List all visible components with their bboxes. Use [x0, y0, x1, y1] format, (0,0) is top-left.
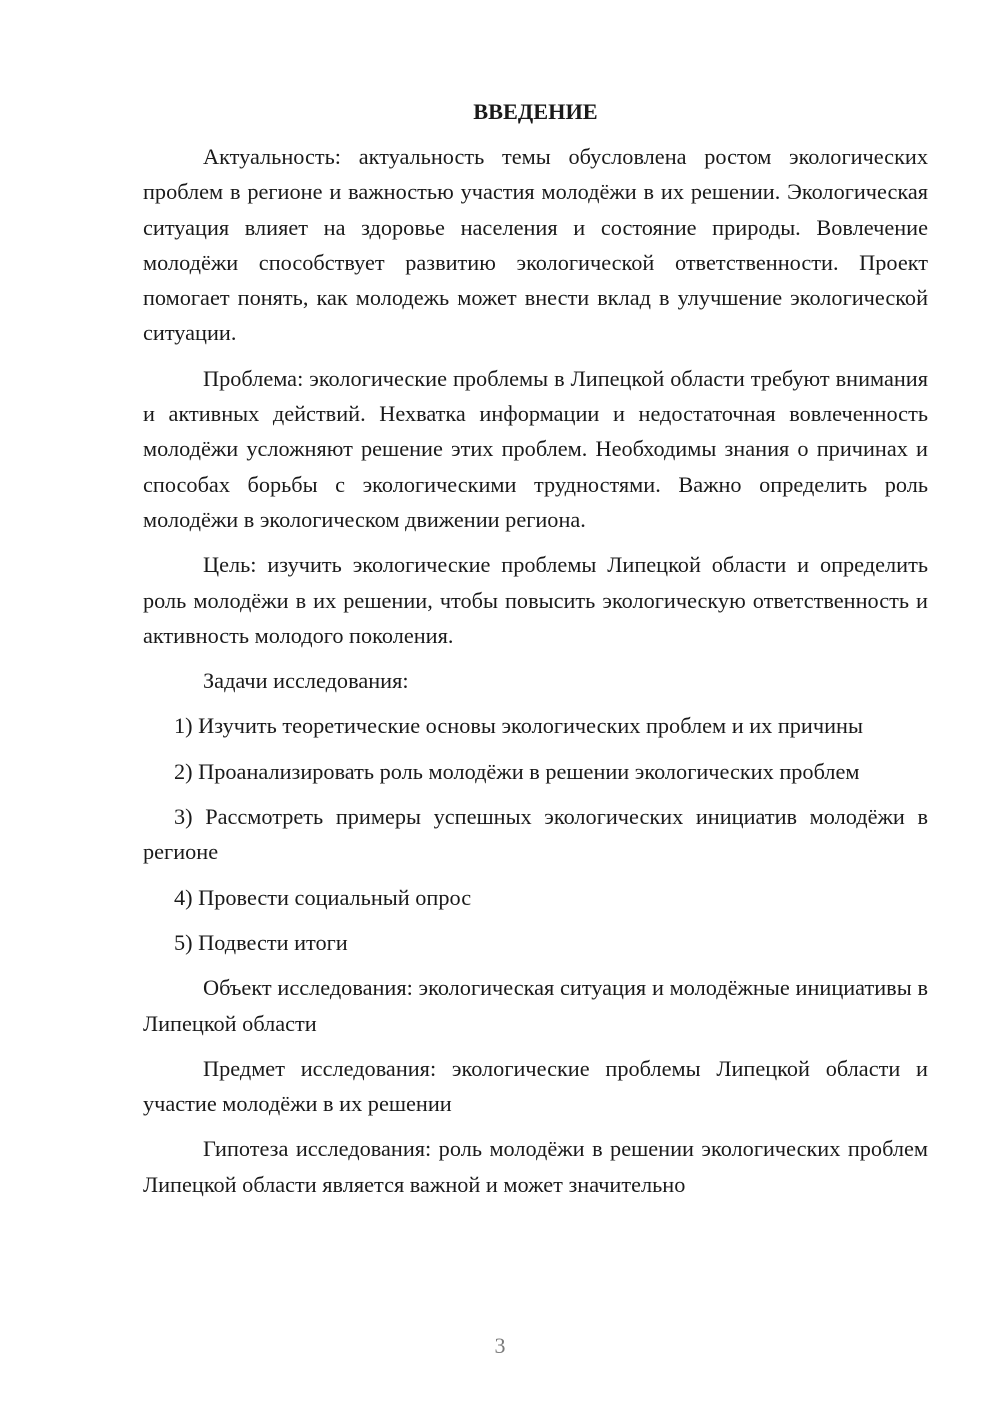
section-title: ВВЕДЕНИЕ	[473, 99, 598, 124]
paragraph-object: Объект исследования: экологическая ситуация и молодёжные инициативы в Липецкой области	[143, 975, 928, 1036]
paragraph-problem: Проблема: экологические проблемы в Липецкой области требуют внимания и активных действий. Нехватка информации и недостаточная вовлеченность молодёжи усложняют решение этих проблем. Необходимы знания о причинах и способах борьбы с экологическими трудностями. Важно определить роль молодёжи в экологическом движении региона.	[143, 365, 928, 532]
task-item: 3) Рассмотреть примеры успешных экологических инициатив молодёжи в регионе	[143, 804, 928, 865]
paragraph-subject: Предмет исследования: экологические проблемы Липецкой области и участие молодёжи в их решении	[143, 1055, 928, 1117]
paragraph-hypothesis: Гипотеза исследования: роль молодёжи в решении экологических проблем Липецкой области является важной и может значительно	[143, 1136, 928, 1197]
page-number: 3	[494, 1333, 506, 1358]
task-item: 4) Провести социальный опрос	[174, 884, 472, 910]
paragraph-goal: Цель: изучить экологические проблемы Липецкой области и определить роль молодёжи в их решении, чтобы повысить экологическую ответственность и активность молодого поколения.	[143, 552, 928, 648]
paragraph-relevance: Актуальность: актуальность темы обусловлена ростом экологических проблем в регионе и важностью участия молодёжи в их решении. Экологическая ситуация влияет на здоровье населения и состояние природы. Вовлечение молодёжи способствует развитию экологической ответственности. Проект помогает понять, как молодежь может внести вклад в улучшение экологической ситуации.	[143, 144, 928, 346]
task-item: 5) Подвести итоги	[174, 929, 348, 955]
document-page	[143, 94, 928, 1212]
task-item: 2) Проанализировать роль молодёжи в решении экологических проблем	[174, 758, 860, 784]
paragraph-tasks-heading: Задачи исследования:	[203, 668, 409, 694]
task-item: 1) Изучить теоретические основы экологических проблем и их причины	[174, 713, 863, 739]
